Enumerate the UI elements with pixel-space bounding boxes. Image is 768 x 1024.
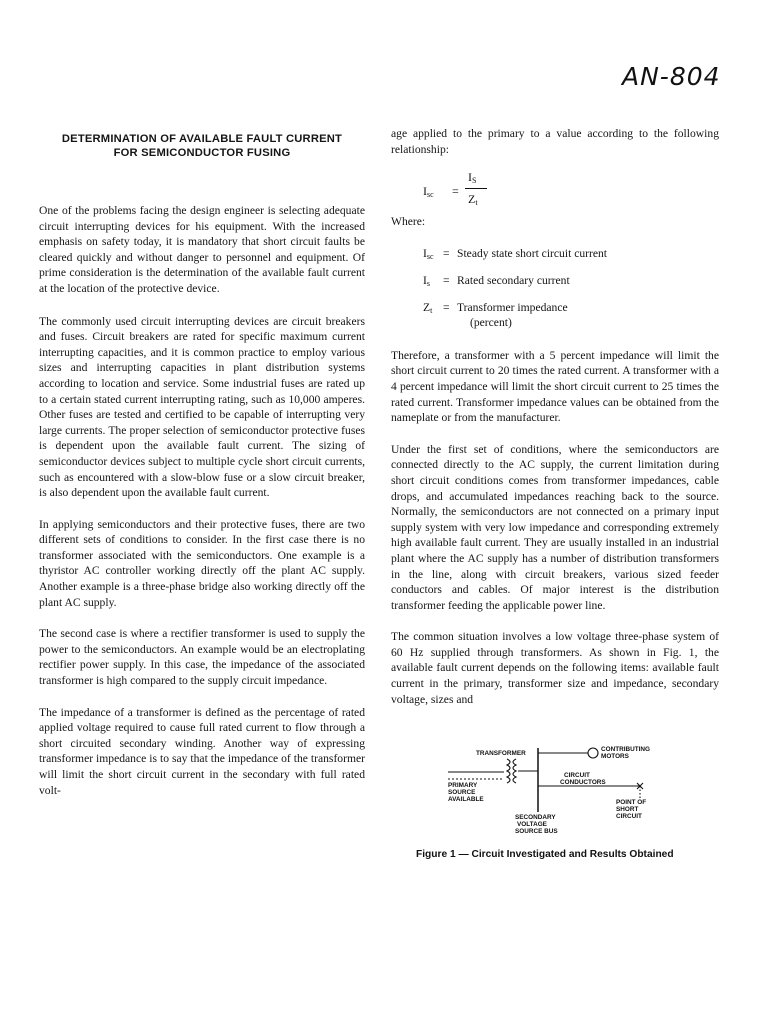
formula-numerator: $I_S$	[468, 170, 477, 186]
label-primary-source: PRIMARY SOURCE AVAILABLE	[448, 782, 484, 804]
motor-circle	[588, 748, 598, 758]
primary-coil	[507, 759, 510, 783]
article-title	[39, 132, 365, 160]
right-column	[391, 126, 719, 723]
paragraph: One of the problems facing the design engineer is selecting adequate circuit interrupting devices for his equipment. With the increased emphasis on safety today, it is mandatory that short circuit faults be cleared quickly and without danger to personnel and equipment. Of prime consideration is the determination of the available fault current at the location of the protective device.	[39, 204, 365, 295]
formula-equals: =	[452, 184, 459, 199]
paragraph: Therefore, a transformer with a 5 percent impedance will limit the short circuit current to 20 times the rated current. A transformer with a 4 percent impedance will limit the short circuit current to 25 times the rated current. Transformer impedance values can be obtained from the nameplate or from the manufacturer.	[391, 348, 719, 425]
definition-zt: $Z_t$ = Transformer impedance (percent)	[423, 300, 568, 330]
paragraph: Under the first set of conditions, where the semiconductors are connected directly to the AC supply, the current limitation during short circuit conditions comes from transformer impedances, cable drops, and accumulated impedances reaching back to the source. Normally, the semiconductors are not connected on a primary input supply system with very low impedance and corresponding extremely high available fault current. They are usually installed in an industrial plant where the AC supply has a number of distribution transformers in the line, along with circuit breakers, various sized feeder conductors and cables. Of major interest is the distribution transformer feeding the applicable power line.	[391, 442, 719, 612]
definition-is: $I_s$ = Rated secondary current	[423, 273, 570, 288]
label-conductors: CIRCUIT CONDUCTORS	[560, 772, 606, 787]
left-column	[39, 132, 365, 814]
paragraph: The second case is where a rectifier transformer is used to supply the power to the semiconductors. An example would be an electroplating rectifier power supply. In this case, the impedance of the associated transformer is high compared to the supply circuit impedance.	[39, 627, 365, 688]
title-line-1: DETERMINATION OF AVAILABLE FAULT CURRENT	[61, 133, 343, 145]
paragraph: The commonly used circuit interrupting devices are circuit breakers and fuses. Circuit breakers are rated for specific maximum current interrupting capacities, and it is common practice to employ various sizes and interrupting capacities in plant distribution systems according to location and service. Some industrial fuses are rated up to a certain stated current interrupting rating, such as 10,000 amperes. Other fuses are tested and certified to be capable of interrupting very large currents. The proper selection of semiconductor protective fuses is dependent upon the available fault current. The sizing of semiconductor devices subject to multiple cycle short circuit currents, such as encountered with a slow-blow fuse or a slow circuit breaker, is also dependent upon the available fault current.	[39, 314, 365, 500]
figure-caption: Figure 1 — Circuit Investigated and Results Obtained	[416, 849, 674, 860]
label-short-circuit: POINT OF SHORT CIRCUIT	[616, 799, 647, 821]
short-circuit-formula	[423, 170, 719, 214]
paragraph: The impedance of a transformer is defined as the percentage of rated applied voltage required to cause full rated current to flow through a short circuited secondary winding. Another way of expressing transformer impedance is to say that the impedance of the transformer will limit the short circuit current in the secondary with full rated volt-	[39, 705, 365, 797]
formula-lhs: $I_{sc}$	[423, 184, 434, 200]
definition-list	[423, 246, 719, 332]
definition-isc: $I_{sc}$ = Steady state short circuit current	[423, 246, 608, 261]
label-motors: CONTRIBUTING MOTORS	[601, 746, 650, 761]
title-line-2: FOR SEMICONDUCTOR FUSING	[113, 147, 291, 159]
paragraph: In applying semiconductors and their protective fuses, there are two different sets of conditions to consider. In the first case there is no transformer associated with the semiconductors. One example is a thyristor AC controller working directly off the plant AC supply. Another example is a three-phase bridge also working directly off the plant AC supply.	[39, 517, 365, 609]
fraction-bar	[465, 188, 487, 189]
label-transformer: TRANSFORMER	[476, 750, 526, 757]
paragraph-continuation: age applied to the primary to a value according to the following relationship:	[391, 127, 719, 156]
figure-1-circuit-diagram	[412, 742, 722, 866]
label-secondary-bus: SECONDARY VOLTAGE SOURCE BUS	[515, 814, 558, 836]
where-label: Where:	[391, 215, 426, 229]
paragraph: The common situation involves a low voltage three-phase system of 60 Hz supplied through transformers. As shown in Fig. 1, the available fault current depends on the following items: available fault current in the primary, transformer size and impedance, secondary voltage, sizes and	[391, 630, 719, 706]
formula-denominator: $Z_t$	[468, 192, 478, 208]
secondary-coil	[513, 759, 516, 783]
document-code: AN-804	[622, 62, 721, 91]
